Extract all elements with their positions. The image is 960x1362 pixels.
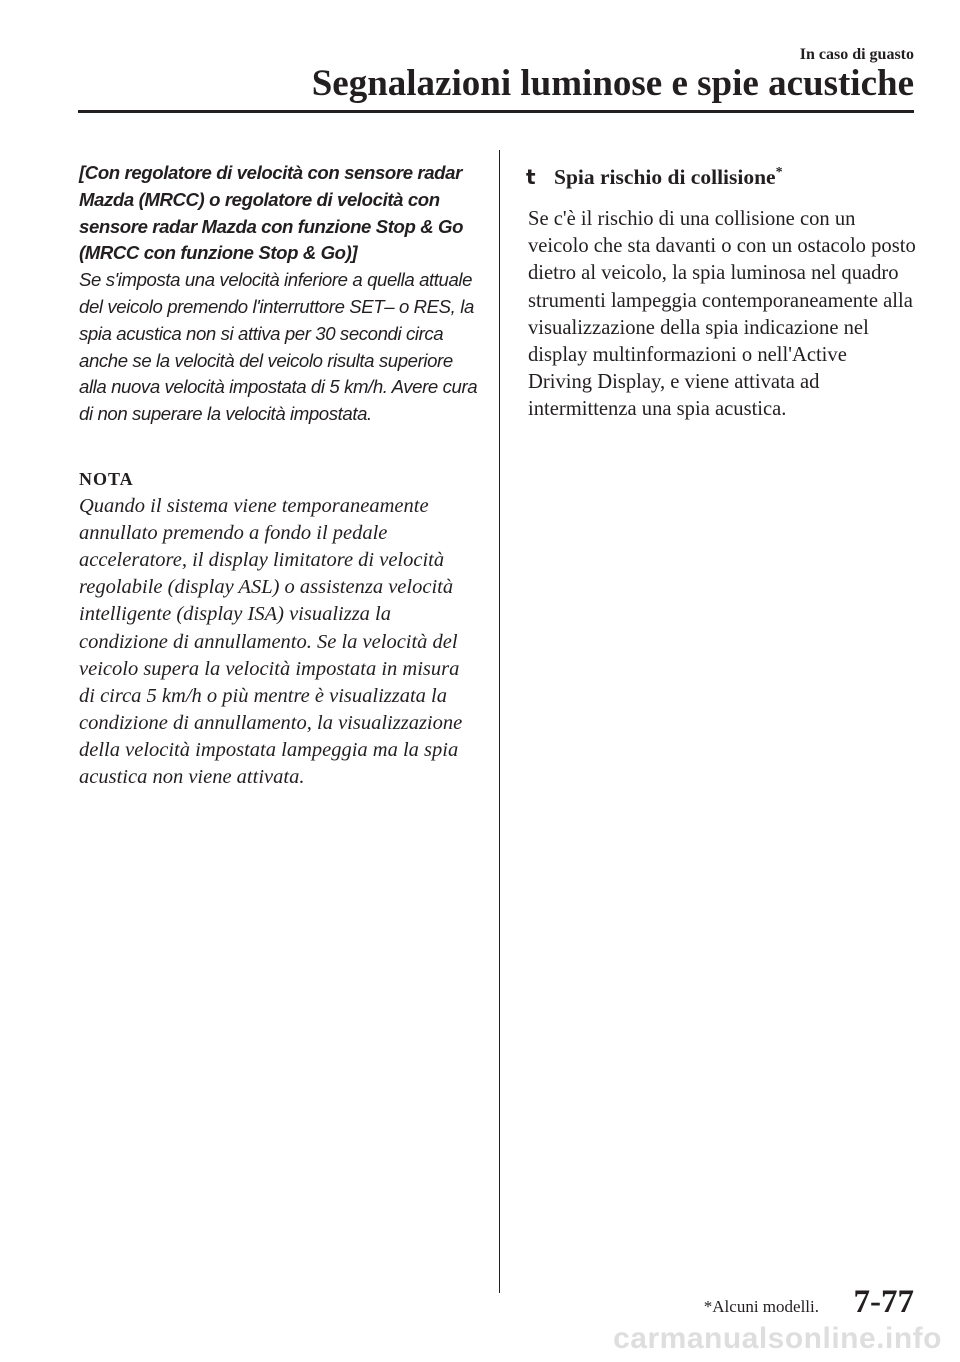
right-column (526, 162, 916, 424)
section-body: Se c'è il rischio di una collisione con un veicolo che sta davanti o con un ostacolo posto dietro al veicolo, la spia luminosa nel quadro strumenti lampeggia contemporaneamente alla visualizzazione della spia indicazione nel display multinformazioni o nell'Active Driving Display, e viene attivata ad intermittenza una spia acustica. (528, 208, 916, 421)
caution-body: Se s'imposta una velocità inferiore a quella attuale del veicolo premendo l'interruttore SET– o RES, la spia acustica non si attiva per 30 secondi circa anche se la velocità del veicolo risulta superiore alla nuova velocità impostata di 5 km/h. Avere cura di non superare la velocità impostata. (79, 269, 478, 425)
caution-heading: [Con regolatore di velocità con sensore radar Mazda (MRCC) o regolatore di velocità con sensore radar Mazda con funzione Stop & Go (MRCC con funzione Stop & Go)] (79, 162, 464, 264)
page-number: 7-77 (853, 1284, 914, 1320)
footer-note: *Alcuni modelli. (703, 1297, 819, 1316)
header-divider (78, 110, 914, 113)
section-heading (526, 162, 916, 192)
watermark: carmanualsonline.info (613, 1322, 942, 1355)
heading-asterisk: * (775, 165, 783, 180)
note-text: Quando il sistema viene temporaneamente annullato premendo a fondo il pedale acceleratore, il display limitatore di velocità regolabile (display ASL) o assistenza velocità intelligente (display ISA) visualizza la condizione di annullamento. Se la velocità del veicolo supera la velocità impostata in misura di circa 5 km/h o più mentre è visualizzata la condizione di annullamento, la visualizzazione della velocità impostata lampeggia ma la spia acustica non viene attivata. (79, 495, 463, 788)
section-heading-text: Spia rischio di collisione (554, 165, 776, 189)
header-section-label: In caso di guasto (799, 46, 914, 63)
caution-block (79, 160, 479, 428)
note-label: NOTA (79, 468, 134, 489)
note-block (79, 466, 479, 791)
column-divider (499, 150, 500, 1293)
bullet-marker: t (526, 165, 536, 189)
left-column (79, 160, 479, 791)
page-title: Segnalazioni luminose e spie acustiche (311, 63, 914, 104)
